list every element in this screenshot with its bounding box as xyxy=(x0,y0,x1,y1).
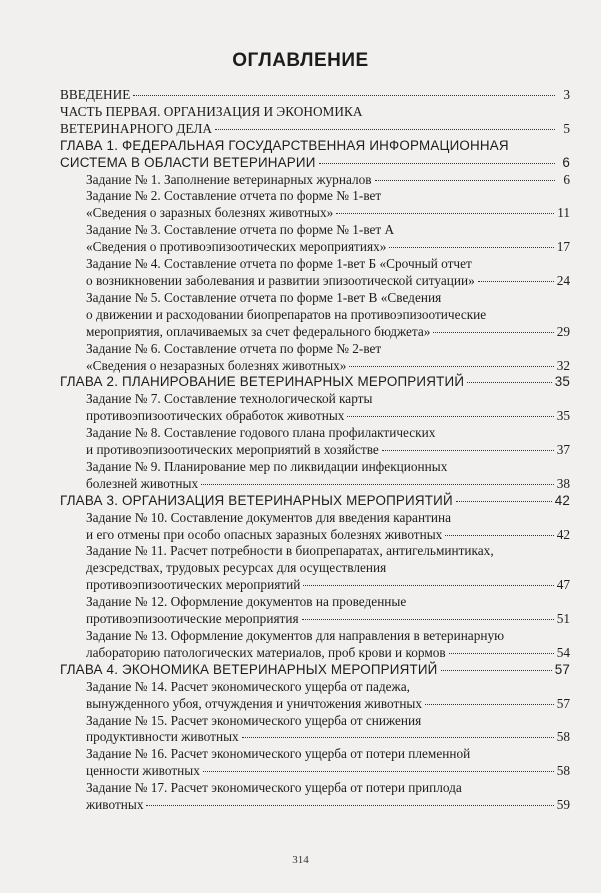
toc-entry xyxy=(60,543,570,594)
toc-entry xyxy=(60,628,570,662)
toc-entry-text: Задание № 7. Составление технологической карты xyxy=(86,391,373,407)
toc-entry-text: Задание № 8. Составление годового плана профилактических xyxy=(86,425,436,441)
toc-entry-text: Задание № 5. Составление отчета по форме 1-вет В «Сведения xyxy=(86,289,442,305)
toc-page-number: 59 xyxy=(556,797,570,813)
dot-leader xyxy=(445,535,553,536)
toc-entry-text: животных xyxy=(86,797,144,813)
toc-line xyxy=(86,679,570,696)
toc-page-number: 29 xyxy=(556,323,570,339)
toc-entry-text: Задание № 6. Составление отчета по форме № 2-вет xyxy=(86,340,382,356)
toc-entry xyxy=(60,594,570,628)
dot-leader xyxy=(349,366,553,367)
toc-page-number: 57 xyxy=(554,661,570,677)
toc-line xyxy=(86,205,570,222)
toc-entry-text: Задание № 3. Составление отчета по форме № 1-вет А xyxy=(86,222,395,238)
toc-page-number: 3 xyxy=(563,87,570,102)
toc-entry xyxy=(60,425,570,459)
toc-page-number: 57 xyxy=(556,695,570,711)
toc-line xyxy=(86,780,570,797)
toc-line xyxy=(86,188,570,205)
toc-line xyxy=(86,713,570,730)
toc-page-number: 5 xyxy=(563,120,570,136)
toc-entry-text: ВЕТЕРИНАРНОГО ДЕЛА xyxy=(60,120,212,136)
toc-line xyxy=(86,442,570,459)
toc-line xyxy=(60,493,570,510)
toc-entry xyxy=(60,391,570,425)
toc-entry-text: Задание № 11. Расчет потребности в биопрепаратах, антигельминтиках, xyxy=(86,543,494,559)
toc-page-number: 37 xyxy=(556,442,570,458)
toc-page-number: 54 xyxy=(556,644,570,660)
dot-leader xyxy=(449,653,554,654)
toc-entry-text: «Сведения о незаразных болезнях животных» xyxy=(86,357,347,373)
dot-leader xyxy=(319,163,555,164)
toc-entry-text: «Сведения о противоэпизоотических мероприятиях» xyxy=(86,239,387,255)
toc-page-number: 35 xyxy=(556,408,570,424)
page-number: 314 xyxy=(292,854,309,866)
toc-entry xyxy=(60,662,570,679)
toc-page-number: 11 xyxy=(557,205,570,221)
toc-entry-text: лабораторию патологических материалов, проб крови и кормов xyxy=(86,644,446,660)
dot-leader xyxy=(389,247,553,248)
toc-page-number: 47 xyxy=(556,577,570,593)
toc-page-number: 17 xyxy=(556,239,570,255)
dot-leader xyxy=(133,95,555,96)
dot-leader xyxy=(146,805,553,806)
toc-page-number: 58 xyxy=(556,729,570,745)
toc-entry xyxy=(60,87,570,104)
toc-line xyxy=(86,746,570,763)
toc-entry-text: вынужденного убоя, отчуждения и уничтожения животных xyxy=(86,695,423,711)
dot-leader xyxy=(375,180,555,181)
toc-entry xyxy=(60,341,570,375)
toc-line xyxy=(60,374,570,391)
toc-page-number: 58 xyxy=(556,763,570,779)
toc-page-number: 42 xyxy=(556,526,570,542)
toc-line xyxy=(86,763,570,780)
toc-entry-text: Задание № 10. Составление документов для введения карантина xyxy=(86,509,452,525)
toc-entry-text: и противоэпизоотических мероприятий в хозяйстве xyxy=(86,442,379,458)
page-title: ОГЛАВЛЕНИЕ xyxy=(232,50,369,71)
toc-entry-text: продуктивности животных xyxy=(86,729,239,745)
toc-entry xyxy=(60,374,570,391)
toc-entry-text: и его отмены при особо опасных заразных болезнях животных xyxy=(86,526,443,542)
dot-leader xyxy=(215,129,555,130)
toc-entry-text: противоэпизоотических мероприятий xyxy=(86,577,301,593)
toc-line xyxy=(86,273,570,290)
table-of-contents xyxy=(60,87,570,814)
toc-entry-text: «Сведения о заразных болезнях животных» xyxy=(86,205,334,221)
toc-entry xyxy=(60,713,570,747)
toc-entry-text: Задание № 14. Расчет экономического ущерба от падежа, xyxy=(86,678,410,694)
toc-entry-text: Задание № 15. Расчет экономического ущерба от снижения xyxy=(86,712,422,728)
dot-leader xyxy=(201,484,554,485)
toc-line xyxy=(86,358,570,375)
toc-entry-text: о возникновении заболевания и развитии эпизоотической ситуации» xyxy=(86,272,475,288)
toc-entry-text: ГЛАВА 3. ОРГАНИЗАЦИЯ ВЕТЕРИНАРНЫХ МЕРОПРИЯТИЙ xyxy=(60,492,453,508)
toc-entry-text: противоэпизоотических обработок животных xyxy=(86,408,345,424)
toc-entry xyxy=(60,138,570,172)
toc-line xyxy=(86,307,570,324)
toc-entry-text: СИСТЕМА В ОБЛАСТИ ВЕТЕРИНАРИИ xyxy=(60,154,316,170)
dot-leader xyxy=(242,737,554,738)
toc-entry-text: болезней животных xyxy=(86,475,199,491)
toc-page-number: 32 xyxy=(556,357,570,373)
toc-entry-text: Задание № 16. Расчет экономического ущерба от потери племенной xyxy=(86,746,471,762)
dot-leader xyxy=(425,704,554,705)
toc-line xyxy=(60,155,570,172)
toc-entry-text: ВВЕДЕНИЕ xyxy=(60,87,131,102)
toc-line xyxy=(86,645,570,662)
toc-entry-text: противоэпизоотические мероприятия xyxy=(86,611,299,627)
toc-line xyxy=(86,543,570,560)
toc-page-number: 35 xyxy=(554,374,570,390)
toc-line xyxy=(86,729,570,746)
toc-entry xyxy=(60,459,570,493)
toc-line xyxy=(60,87,570,104)
toc-line xyxy=(86,696,570,713)
toc-line xyxy=(86,797,570,814)
toc-entry xyxy=(60,780,570,814)
toc-line xyxy=(86,391,570,408)
toc-line xyxy=(86,459,570,476)
toc-entry-text: Задание № 9. Планирование мер по ликвидации инфекционных xyxy=(86,458,448,474)
toc-page-number: 24 xyxy=(556,272,570,288)
dot-leader xyxy=(302,619,554,620)
dot-leader xyxy=(203,771,554,772)
toc-entry xyxy=(60,493,570,510)
dot-leader xyxy=(467,382,552,383)
toc-line xyxy=(86,425,570,442)
toc-entry xyxy=(60,222,570,256)
dot-leader xyxy=(303,585,553,586)
toc-entry xyxy=(60,290,570,341)
toc-line xyxy=(60,138,570,155)
toc-line xyxy=(86,341,570,358)
toc-line xyxy=(60,662,570,679)
dot-leader xyxy=(456,501,552,502)
toc-page-number: 42 xyxy=(554,492,570,508)
dot-leader xyxy=(382,450,554,451)
toc-entry-text: мероприятия, оплачиваемых за счет федерального бюджета» xyxy=(86,323,431,339)
toc-entry-text: ГЛАВА 1. ФЕДЕРАЛЬНАЯ ГОСУДАРСТВЕННАЯ ИНФОРМАЦИОННАЯ xyxy=(60,137,509,153)
toc-entry xyxy=(60,256,570,290)
toc-line xyxy=(86,290,570,307)
toc-page-number: 38 xyxy=(556,475,570,491)
toc-entry-text: Задание № 12. Оформление документов на проведенные xyxy=(86,594,407,610)
toc-line xyxy=(60,121,570,138)
toc-entry-text: ценности животных xyxy=(86,763,200,779)
toc-entry xyxy=(60,172,570,189)
toc-entry-text: Задание № 1. Заполнение ветеринарных журналов xyxy=(86,171,372,187)
dot-leader xyxy=(433,332,553,333)
toc-line xyxy=(86,611,570,628)
toc-entry-text: ЧАСТЬ ПЕРВАЯ. ОРГАНИЗАЦИЯ И ЭКОНОМИКА xyxy=(60,103,363,119)
toc-line xyxy=(86,222,570,239)
toc-line xyxy=(86,476,570,493)
dot-leader xyxy=(441,670,552,671)
toc-entry xyxy=(60,510,570,544)
toc-line xyxy=(86,628,570,645)
toc-line xyxy=(86,408,570,425)
toc-line xyxy=(86,527,570,544)
toc-line xyxy=(86,560,570,577)
toc-entry-text: дезсредствах, трудовых ресурсах для осуществления xyxy=(86,560,387,576)
toc-page-number: 6 xyxy=(562,154,570,170)
toc-line xyxy=(86,577,570,594)
toc-entry xyxy=(60,746,570,780)
dot-leader xyxy=(347,416,553,417)
dot-leader xyxy=(478,281,554,282)
toc-entry-text: Задание № 13. Оформление документов для направления в ветеринарную xyxy=(86,628,505,643)
toc-entry-text: о движении и расходовании биопрепаратов на противоэпизоотические xyxy=(86,306,487,322)
toc-line xyxy=(86,239,570,256)
toc-page-number: 6 xyxy=(563,171,570,187)
toc-line xyxy=(60,104,570,121)
toc-entry-text: Задание № 17. Расчет экономического ущерба от потери приплода xyxy=(86,780,462,796)
toc-entry xyxy=(60,104,570,138)
toc-line xyxy=(86,256,570,273)
toc-line xyxy=(86,510,570,527)
toc-entry-text: ГЛАВА 2. ПЛАНИРОВАНИЕ ВЕТЕРИНАРНЫХ МЕРОПРИЯТИЙ xyxy=(60,374,465,390)
toc-page-number: 51 xyxy=(556,611,570,627)
toc-entry-text: Задание № 2. Составление отчета по форме № 1-вет xyxy=(86,188,382,204)
toc-line xyxy=(86,324,570,341)
toc-entry-text: ГЛАВА 4. ЭКОНОМИКА ВЕТЕРИНАРНЫХ МЕРОПРИЯТИЙ xyxy=(60,661,438,677)
toc-line xyxy=(86,172,570,189)
toc-line xyxy=(86,594,570,611)
toc-entry-text: Задание № 4. Составление отчета по форме 1-вет Б «Срочный отчет xyxy=(86,256,472,272)
toc-entry xyxy=(60,188,570,222)
toc-entry xyxy=(60,679,570,713)
dot-leader xyxy=(336,213,554,214)
